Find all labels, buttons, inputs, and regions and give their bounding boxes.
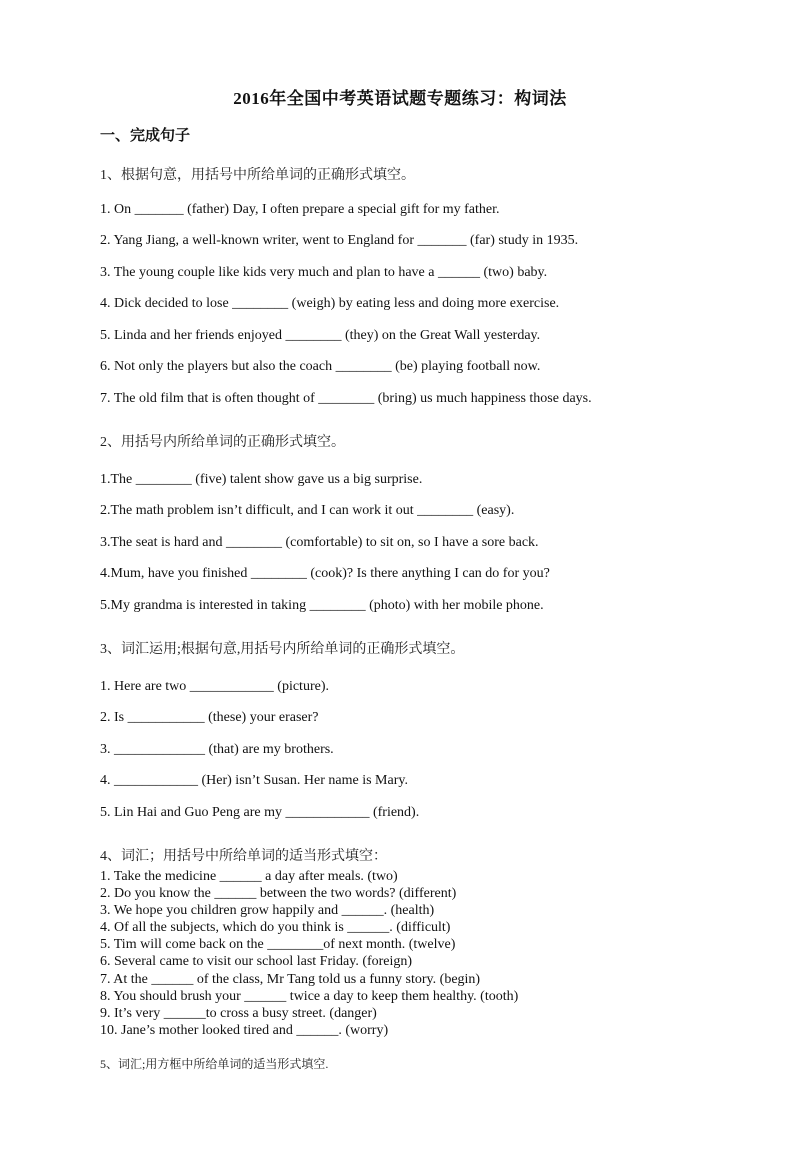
- document-title: 2016年全国中考英语试题专题练习：构词法: [233, 89, 567, 108]
- exercise-item: 4. ____________ (Her) isn’t Susan. Her name is Mary.: [100, 773, 408, 788]
- section-3-instruction: 3、词汇运用;根据句意,用括号内所给单词的正确形式填空。: [100, 642, 465, 657]
- exercise-item: 3. _____________ (that) are my brothers.: [100, 742, 334, 757]
- exercise-item: 6. Not only the players but also the coach ________ (be) playing football now.: [100, 359, 541, 374]
- exercise-item: 1. Take the medicine ______ a day after meals. (two): [100, 869, 398, 884]
- exercise-item: 2.The math problem isn’t difficult, and I can work it out ________ (easy).: [100, 503, 515, 518]
- exercise-item: 5. Lin Hai and Guo Peng are my ____________ (friend).: [100, 805, 420, 820]
- exercise-item: 4.Mum, have you finished ________ (cook)? Is there anything I can do for you?: [100, 566, 550, 581]
- exercise-item: 3. We hope you children grow happily and ______. (health): [100, 903, 435, 919]
- section-1-instruction: 1、根据句意，用括号中所给单词的正确形式填空。: [100, 168, 415, 183]
- exercise-item: 1. Here are two ____________ (picture).: [100, 679, 329, 694]
- exercise-item: 4. Dick decided to lose ________ (weigh) by eating less and doing more exercise.: [100, 296, 560, 311]
- section-2-instruction: 2、用括号内所给单词的正确形式填空。: [100, 435, 345, 450]
- exercise-item: 9. It’s very ______to cross a busy street. (danger): [100, 1005, 377, 1021]
- exercise-item: 3.The seat is hard and ________ (comfortable) to sit on, so I have a sore back.: [100, 535, 539, 550]
- section-5-instruction: 5、词汇;用方框中所给单词的适当形式填空.: [100, 1057, 329, 1071]
- exercise-item: 1.The ________ (five) talent show gave us a big surprise.: [100, 472, 423, 487]
- exercise-item: 5.My grandma is interested in taking ________ (photo) with her mobile phone.: [100, 598, 544, 613]
- exercise-item: 7. At the ______ of the class, Mr Tang told us a funny story. (begin): [100, 971, 481, 987]
- exercise-item: 2. Is ___________ (these) your eraser?: [100, 710, 319, 725]
- exercise-item: 7. The old film that is often thought of ________ (bring) us much happiness those days.: [100, 391, 592, 406]
- section-4-instruction: 4、词汇；用括号中所给单词的适当形式填空：: [100, 849, 387, 864]
- exercise-item: 1. On _______ (father) Day, I often prepare a special gift for my father.: [100, 202, 500, 217]
- exercise-item: 6. Several came to visit our school last Friday. (foreign): [100, 954, 413, 970]
- exercise-item: 5. Tim will come back on the ________of next month. (twelve): [100, 937, 456, 953]
- section-4-list: [100, 868, 518, 1039]
- exercise-item: 10. Jane’s mother looked tired and ______. (worry): [100, 1022, 389, 1038]
- exercise-item: 4. Of all the subjects, which do you think is ______. (difficult): [100, 920, 451, 936]
- exercise-item: 2. Yang Jiang, a well-known writer, went to England for _______ (far) study in 1935.: [100, 233, 579, 248]
- exercise-item: 8. You should brush your ______ twice a day to keep them healthy. (tooth): [100, 988, 519, 1004]
- exercise-item: 5. Linda and her friends enjoyed ________ (they) on the Great Wall yesterday.: [100, 328, 541, 343]
- exercise-item: 2. Do you know the ______ between the two words? (different): [100, 886, 457, 902]
- exercise-item: 3. The young couple like kids very much and plan to have a ______ (two) baby.: [100, 265, 548, 280]
- part-heading: 一、完成句子: [100, 128, 191, 144]
